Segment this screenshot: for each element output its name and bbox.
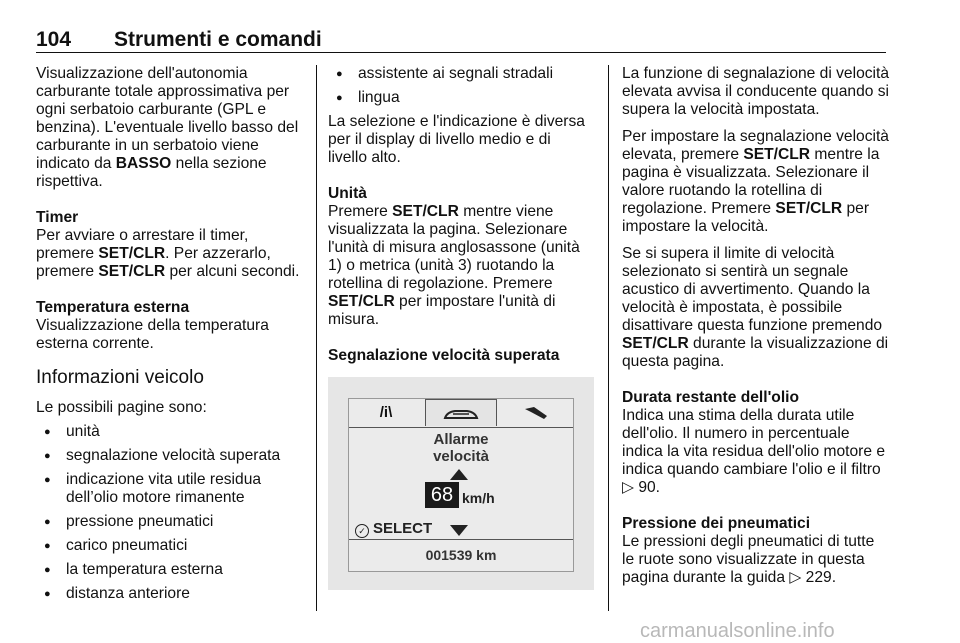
speed-exceed-paragraph (622, 245, 890, 371)
check-icon: ✓ (355, 524, 369, 538)
pages-list (36, 423, 304, 603)
wrench-icon (499, 399, 573, 427)
trip-tab-icon: /i\ (379, 404, 393, 421)
list-item: ● distanza anteriore (36, 585, 304, 603)
text: per impostare la velocità. (622, 200, 870, 235)
odometer: 001539 km (425, 547, 497, 563)
bold-term: SET/CLR (328, 293, 395, 310)
alarm-label (349, 431, 573, 465)
list-item: ● lingua (328, 89, 594, 107)
section-title: Informazioni veicolo (36, 367, 204, 388)
text: nella sezione rispettiva. (36, 155, 267, 190)
page-ref-icon: ▷ (789, 569, 802, 586)
bold-term: BASSO (115, 155, 172, 172)
text: Indica una stima della durata utile dell'olio. Il numero in percentuale indica la vita residua dell'olio motore e indica quando cambiare l'olio e il filtro (622, 407, 886, 478)
text: Per impostare la segnalazione velocità elevata, premere (622, 128, 889, 163)
bold-term: SET/CLR (775, 200, 843, 217)
display-screen (348, 398, 574, 572)
alarm-line: velocità (433, 448, 489, 465)
list-item: ● pressione pneumatici (36, 513, 304, 531)
text: . Per azzerarlo, premere (36, 245, 271, 280)
pages-list-continued (328, 65, 594, 107)
bold-term: SET/CLR (98, 245, 166, 262)
column-divider (608, 65, 609, 611)
display-tabs (349, 399, 573, 428)
select-prompt (355, 520, 432, 538)
bold-term: SET/CLR (98, 263, 166, 280)
pages-intro: Le possibili pagine sono: (36, 399, 207, 416)
list-item: ● la temperatura esterna (36, 561, 304, 579)
page-ref: 229. (801, 569, 837, 586)
oil-life-paragraph (622, 407, 890, 497)
timer-heading: Timer (36, 209, 79, 226)
text: Le pressioni degli pneumatici di tutte le ruote sono visualizzate in questa pagina durante la guida (622, 533, 875, 586)
speed-value: 68 (425, 482, 459, 508)
bold-term: SET/CLR (743, 146, 811, 163)
units-paragraph (328, 203, 594, 329)
page-number: 104 (36, 28, 72, 51)
list-item: ● assistente ai segnali stradali (328, 65, 594, 83)
list-item: ● segnalazione velocità superata (36, 447, 304, 465)
speed-warning-paragraph: La funzione di segnalazione di velocità elevata avvisa il conducente quando si supera la velocità impostata. (622, 65, 890, 118)
text: durante la visualizzazione di questa pagina. (622, 335, 889, 370)
page-ref: 90. (634, 479, 661, 496)
text: Se si supera il limite di velocità selezionato si sentirà un segnale acustico di avvertimento. Quando la velocità è impostata, è possibile disattivare questa funzione premendo (622, 245, 883, 334)
column-right (622, 65, 890, 596)
text: Per avviare o arrestare il timer, premere (36, 227, 249, 262)
text: per impostare l'unità di misura. (328, 293, 556, 328)
list-item: ● carico pneumatici (36, 537, 304, 555)
oil-life-heading: Durata restante dell'olio (622, 389, 800, 406)
text: Visualizzazione dell'autonomia carburante totale approssimativa per ogni serbatoio carburante (GPL e benzina). L'eventuale livello basso del carburante in un serbatoio viene indicato da (36, 65, 299, 172)
page-ref-icon: ▷ (622, 479, 634, 496)
watermark: carmanualsonline.info (640, 620, 835, 642)
column-left (36, 65, 304, 609)
arrow-down-icon (450, 525, 468, 536)
timer-paragraph (36, 227, 304, 281)
list-item: ● unità (36, 423, 304, 441)
speed-set-paragraph (622, 128, 890, 236)
car-icon (425, 399, 497, 426)
selection-paragraph: La selezione e l'indicazione è diversa per il display di livello medio e di livello alto. (328, 113, 585, 166)
page-title: Strumenti e comandi (114, 28, 322, 51)
tyre-pressure-paragraph (622, 533, 890, 587)
text: mentre viene visualizzata la pagina. Selezionare l'unità di misura anglosassone (unità 1) o metrica (unità 3) ruotando la rotellina di regolazione. Premere (328, 203, 580, 292)
speed-warning-heading: Segnalazione velocità superata (328, 347, 560, 364)
text: Premere (328, 203, 393, 220)
text: per alcuni secondi. (165, 263, 300, 280)
fuel-range-paragraph (36, 65, 304, 191)
alarm-line: Allarme (433, 431, 489, 448)
tyre-pressure-heading: Pressione dei pneumatici (622, 515, 811, 532)
column-middle (328, 65, 594, 590)
divider (349, 539, 573, 540)
temperature-paragraph: Visualizzazione della temperatura esterna corrente. (36, 317, 269, 352)
select-label: SELECT (373, 520, 433, 537)
page-header (36, 30, 886, 53)
instrument-display-figure (328, 377, 594, 590)
speed-unit: km/h (462, 490, 495, 506)
list-item: ● indicazione vita utile residua dell’olio motore rimanente (36, 471, 304, 507)
bold-term: SET/CLR (622, 335, 689, 352)
temperature-heading: Temperatura esterna (36, 299, 190, 316)
arrow-up-icon (450, 469, 468, 480)
bold-term: SET/CLR (392, 203, 459, 220)
column-divider (316, 65, 317, 611)
text: mentre la pagina è visualizzata. Selezionare il valore ruotando la rotellina di regolazione. Premere (622, 146, 880, 217)
units-heading: Unità (328, 185, 367, 202)
